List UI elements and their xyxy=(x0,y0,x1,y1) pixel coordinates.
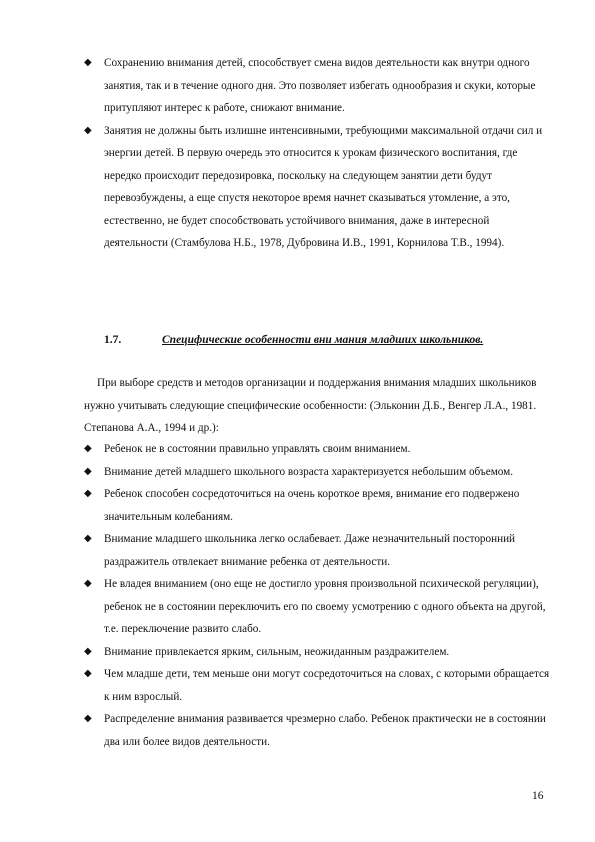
section-number: 1.7. xyxy=(104,334,122,346)
list-item-text: Внимание детей младшего школьного возраста характеризуется небольшим объемом. xyxy=(104,465,514,478)
section-heading xyxy=(104,329,554,351)
list-item-text: Сохранению внимания детей, способствует смена видов деятельности как внутри одного занятия, так и в течение одного дня. Это позволяет избегать однообразия и скуки, которые притупляют интерес к работе, снижают внимание. xyxy=(104,57,536,114)
bullet-icon: ◆ xyxy=(84,533,92,544)
list-item xyxy=(84,120,550,255)
list-item xyxy=(84,573,550,641)
list-item xyxy=(84,641,550,664)
recommendations-list xyxy=(84,52,550,255)
list-item xyxy=(84,438,550,461)
bullet-icon: ◆ xyxy=(84,668,92,679)
bullet-icon: ◆ xyxy=(84,488,92,499)
bullet-icon: ◆ xyxy=(84,713,92,724)
list-item xyxy=(84,528,550,573)
page-number: 16 xyxy=(532,790,544,802)
list-item-text: Распределение внимания развивается чрезмерно слабо. Ребенок практически не в состоянии два или более видов деятельности. xyxy=(104,713,546,748)
list-item-text: Ребенок не в состоянии правильно управлять своим вниманием. xyxy=(104,443,411,455)
bullet-icon: ◆ xyxy=(84,578,92,589)
bullet-icon: ◆ xyxy=(84,57,92,68)
list-item xyxy=(84,461,550,484)
list-item-text: Не владея вниманием (оно еще не достигло уровня произвольной психической регуляции), ребенок не в состоянии переключить его по своему усмотрению с одного объекта на другой, т.е. переключение развито слабо. xyxy=(104,578,546,635)
intro-paragraph: При выборе средств и методов организации и поддержания внимания младших школьников нужно учитывать следующие специфические особенности: (Эльконин Д.Б., Венгер Л.А., 1981. Степанова А.А., 1994 и др.): xyxy=(84,377,537,434)
list-item xyxy=(84,708,550,753)
bullet-icon: ◆ xyxy=(84,124,92,136)
features-list xyxy=(84,438,550,753)
bullet-icon: ◆ xyxy=(84,443,92,454)
list-item-text: Чем младше дети, тем меньше они могут сосредоточиться на словах, с которыми обращается к ним взрослый. xyxy=(104,668,550,703)
bullet-icon: ◆ xyxy=(84,645,92,657)
bullet-icon: ◆ xyxy=(84,465,92,477)
list-item-text: Ребенок способен сосредоточиться на очень короткое время, внимание его подвержено значительным колебаниям. xyxy=(104,488,520,523)
list-item-text: Внимание привлекается ярким, сильным, неожиданным раздражителем. xyxy=(104,645,450,658)
section-title: Специфические особенности вни мания младших школьников. xyxy=(162,334,484,346)
list-item-text: Занятия не должны быть излишне интенсивными, требующими максимальной отдачи сил и энергии детей. В первую очередь это относится к урокам физического воспитания, где нередко происходит передозировка, поскольку на следующем занятии дети будут перевозбуждены, а еще спустя некоторое время начнет сказываться утомление, а это, естественно, не будет способствовать устойчивого внимания, даже в интересной деятельности (Стамбулова Н.Б., 1978, Дубровина И.В., 1991, Корнилова Т.В., 1994). xyxy=(104,124,543,249)
list-item-text: Внимание младшего школьника легко ослабевает. Даже незначительный посторонний раздражитель отвлекает внимание ребенка от деятельности. xyxy=(104,533,516,568)
list-item xyxy=(84,483,550,528)
list-item xyxy=(84,663,550,708)
list-item xyxy=(84,52,550,120)
